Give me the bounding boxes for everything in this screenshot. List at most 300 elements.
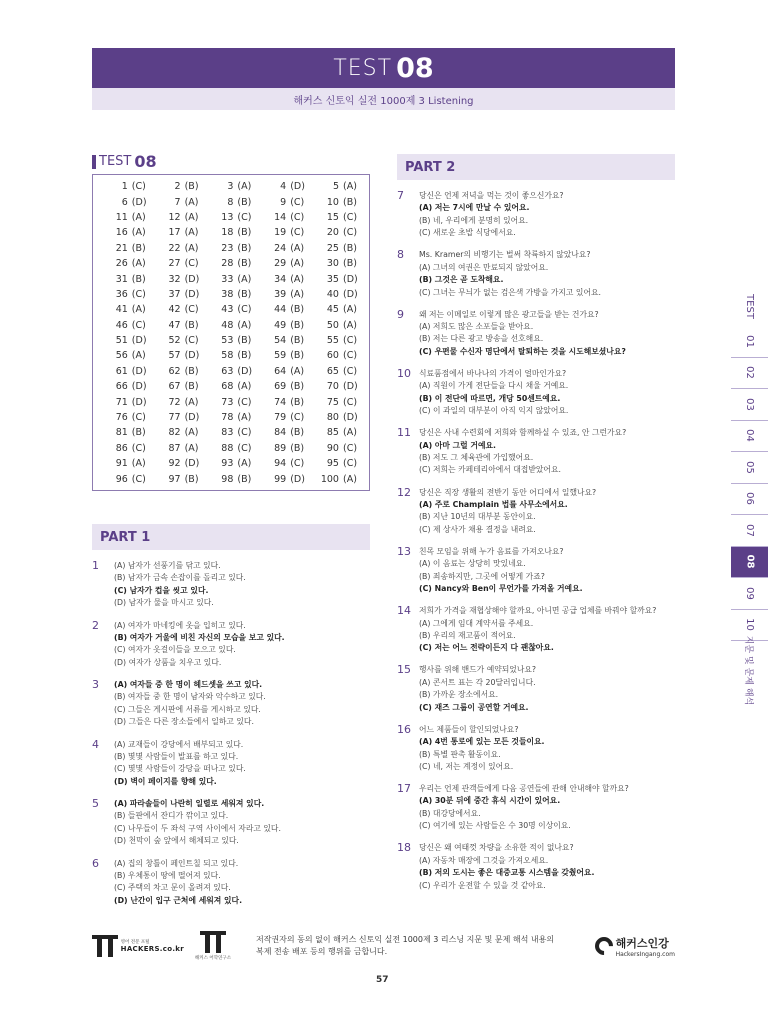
question-number: 9 — [397, 307, 404, 321]
answer-cell — [99, 397, 152, 408]
question-number: 17 — [397, 782, 411, 795]
correct-answer-line: (D) 난간이 입구 근처에 세워져 있다. — [114, 895, 243, 905]
question-number: 8 — [397, 248, 404, 262]
answer-question-number: 63 — [221, 365, 234, 377]
answer-cell — [99, 243, 152, 254]
side-tab-05 — [731, 452, 768, 484]
question-body — [114, 858, 372, 908]
answer-cell — [310, 366, 363, 377]
answer-question-number: 45 — [326, 304, 339, 316]
question-body — [419, 309, 697, 359]
answer-cell — [257, 274, 310, 285]
answer-question-number: 58 — [221, 350, 234, 362]
question-number: 12 — [397, 485, 411, 499]
answer-row — [99, 471, 363, 486]
answer-question-number: 67 — [168, 381, 181, 393]
answer-cell — [257, 289, 310, 300]
answer-question-number: 23 — [221, 242, 234, 254]
answer-choice: (B) — [237, 335, 252, 347]
answer-question-number: 33 — [221, 273, 234, 285]
answer-cell — [152, 474, 205, 485]
question-item — [397, 249, 697, 299]
answer-question-number: 96 — [115, 473, 128, 485]
hackers-institute-name: 해커스 어학연구소 — [194, 956, 232, 961]
answer-question-number: 56 — [115, 350, 128, 362]
question-line: (B) 우체통이 땅에 떨어져 있다. — [114, 870, 221, 880]
question-line: 당신은 언제 저녁을 먹는 것이 좋으신가요? — [419, 191, 564, 200]
answer-key-label — [92, 152, 157, 171]
answer-choice: (B) — [131, 427, 146, 439]
answer-question-number: 25 — [326, 242, 339, 254]
answer-question-number: 73 — [221, 396, 234, 408]
answer-choice: (C) — [290, 211, 305, 223]
answer-cell — [205, 397, 258, 408]
answer-question-number: 84 — [274, 427, 287, 439]
question-line: (B) 남자가 금속 손잡이를 돌리고 있다. — [114, 573, 246, 583]
answer-question-number: 91 — [115, 458, 128, 470]
answer-cell — [152, 181, 205, 192]
answer-question-number: 88 — [221, 442, 234, 454]
question-number: 16 — [397, 722, 411, 736]
answer-question-number: 18 — [221, 227, 234, 239]
answer-choice: (B) — [184, 181, 199, 193]
answer-choice: (D) — [342, 412, 358, 424]
side-tab-label — [731, 286, 768, 326]
question-number: 4 — [92, 737, 99, 751]
question-item — [397, 546, 697, 596]
question-number: 11 — [397, 426, 411, 440]
answer-row — [99, 333, 363, 348]
answer-cell — [310, 335, 363, 346]
correct-answer-line: (B) 저의 도시는 좋은 대중교통 시스템을 갖췄어요. — [419, 868, 595, 878]
answer-cell — [205, 381, 258, 392]
answer-choice: (C) — [342, 442, 358, 454]
part2-header: PART 2 — [397, 154, 675, 180]
answer-question-number: 61 — [115, 365, 128, 377]
answer-choice: (D) — [184, 412, 200, 424]
answer-cell — [205, 427, 258, 438]
answer-cell — [257, 212, 310, 223]
answer-question-number: 27 — [168, 258, 181, 270]
answer-choice: (B) — [290, 304, 305, 316]
question-line: (A) 교재들이 강당에서 배부되고 있다. — [114, 739, 244, 749]
answer-cell — [257, 197, 310, 208]
answer-cell — [152, 381, 205, 392]
answer-cell — [257, 258, 310, 269]
question-line: (B) 가까운 장소에서요. — [419, 690, 499, 700]
question-line: (C) 저희는 카페테리아에서 대접받았어요. — [419, 465, 561, 475]
answer-question-number: 95 — [326, 458, 339, 470]
answer-cell — [152, 443, 205, 454]
answer-cell — [310, 274, 363, 285]
answer-question-number: 4 — [280, 181, 287, 193]
answer-choice: (C) — [342, 396, 358, 408]
answer-cell — [257, 227, 310, 238]
question-number: 7 — [397, 189, 404, 202]
question-item — [397, 309, 697, 359]
question-body — [419, 487, 697, 537]
answer-cell — [152, 197, 205, 208]
answer-choice: (A) — [184, 396, 199, 408]
question-body — [419, 427, 697, 477]
copyright-line-2: 복제 전송 배포 등의 행위를 금합니다. — [256, 947, 388, 956]
answer-question-number: 5 — [332, 181, 339, 193]
answer-choice: (B) — [237, 473, 252, 485]
question-item — [397, 487, 697, 537]
test-index-tabs — [731, 286, 768, 705]
correct-answer-line: (C) 남자가 컵을 씻고 있다. — [114, 585, 209, 595]
answer-row — [99, 194, 363, 209]
answer-row — [99, 348, 363, 363]
question-number: 2 — [92, 618, 99, 632]
answer-cell — [152, 304, 205, 315]
answer-cell — [99, 350, 152, 361]
answer-question-number: 39 — [274, 288, 287, 300]
answer-cell — [310, 381, 363, 392]
answer-question-number: 2 — [174, 181, 181, 193]
answer-choice: (A) — [237, 412, 252, 424]
question-body — [114, 679, 372, 729]
test-title-banner — [92, 48, 675, 88]
answer-question-number: 71 — [115, 396, 128, 408]
question-body — [114, 739, 372, 789]
question-body — [419, 724, 697, 774]
answer-cell — [99, 227, 152, 238]
question-line: (D) 그들은 다른 장소들에서 일하고 있다. — [114, 717, 254, 727]
answer-choice: (A) — [290, 258, 305, 270]
question-item — [397, 427, 697, 477]
answer-question-number: 81 — [115, 427, 128, 439]
question-line: (B) 여자들 중 한 명이 남자와 악수하고 있다. — [114, 692, 266, 702]
answer-question-number: 9 — [280, 196, 287, 208]
question-line: 행사를 위해 밴드가 예약되었나요? — [419, 665, 537, 675]
answer-cell — [205, 289, 258, 300]
correct-answer-line: (B) 이 전단에 따르면, 개당 50센트예요. — [419, 393, 561, 403]
answer-row — [99, 179, 363, 194]
question-line: 저희가 가격을 재협상해야 할까요, 아니면 공급 업체를 바꿔야 할까요? — [419, 606, 657, 616]
answer-question-number: 35 — [326, 273, 339, 285]
answer-cell — [257, 366, 310, 377]
answer-row — [99, 241, 363, 256]
side-tab-text: 08 — [743, 554, 755, 569]
question-line: (C) 제 상사가 채용 결정을 내려요. — [419, 524, 536, 534]
correct-answer-line: (A) 주로 Champlain 법률 사무소에서요. — [419, 499, 568, 509]
answer-cell — [205, 320, 258, 331]
side-tab-07 — [731, 515, 768, 547]
question-line: (C) 여기에 있는 사람들은 수 30명 이상이요. — [419, 821, 571, 831]
answer-choice: (B) — [342, 242, 357, 254]
correct-answer-line: (C) 우편물 수신자 명단에서 탈퇴하는 것을 시도해보셨나요? — [419, 346, 626, 356]
answer-choice: (B) — [290, 396, 305, 408]
question-line: (B) 우리의 재고품이 적어요. — [419, 630, 516, 640]
question-body — [114, 798, 372, 848]
answer-choice: (B) — [290, 335, 305, 347]
answer-choice: (D) — [131, 396, 147, 408]
hackers-ingang-brand: 해커스인강 — [615, 936, 669, 950]
answer-row — [99, 364, 363, 379]
side-tab-text: 01 — [743, 334, 755, 348]
answer-cell — [99, 458, 152, 469]
answer-choice: (B) — [342, 258, 357, 270]
answer-question-number: 20 — [326, 227, 339, 239]
answer-cell — [205, 243, 258, 254]
question-item — [92, 858, 372, 908]
answer-choice: (D) — [131, 381, 147, 393]
answer-question-number: 52 — [168, 335, 181, 347]
answer-choice: (B) — [290, 381, 305, 393]
part1-header: PART 1 — [92, 524, 370, 550]
answer-choice: (A) — [342, 319, 357, 331]
question-line: (B) 특별 판촉 활동이요. — [419, 749, 501, 759]
question-number: 5 — [92, 797, 99, 810]
answer-choice: (D) — [184, 273, 200, 285]
answer-key-table — [92, 174, 370, 491]
answer-question-number: 37 — [168, 288, 181, 300]
answer-cell — [99, 443, 152, 454]
answer-cell — [99, 289, 152, 300]
side-tab-text: 07 — [743, 523, 755, 537]
question-line: (B) 저도 그 체육관에 가입했어요. — [419, 453, 534, 462]
question-body — [114, 560, 372, 610]
answer-question-number: 94 — [274, 458, 287, 470]
side-tab-text: 10 — [743, 618, 755, 632]
answer-cell — [99, 181, 152, 192]
question-item — [397, 783, 697, 833]
answer-cell — [310, 227, 363, 238]
answer-question-number: 100 — [320, 473, 339, 485]
question-line: (C) 네, 저는 계정이 있어요. — [419, 761, 514, 771]
answer-question-number: 16 — [115, 227, 128, 239]
answer-question-number: 97 — [168, 473, 181, 485]
correct-answer-line: (A) 파라솔들이 나란히 일렬로 세워져 있다. — [114, 799, 265, 808]
question-number: 15 — [397, 663, 411, 677]
answer-question-number: 6 — [121, 196, 128, 208]
correct-answer-line: (C) 저는 어느 전략이든지 다 괜찮아요. — [419, 643, 554, 653]
answer-cell — [205, 181, 258, 192]
answer-row — [99, 302, 363, 317]
answer-choice: (D) — [131, 365, 147, 377]
question-line: (C) 그녀는 무늬가 없는 검은색 가방을 가지고 있어요. — [419, 287, 601, 297]
answer-question-number: 31 — [115, 273, 128, 285]
answer-choice: (A) — [290, 273, 305, 285]
answer-row — [99, 287, 363, 302]
answer-question-number: 15 — [326, 211, 339, 223]
answer-cell — [257, 381, 310, 392]
answer-question-number: 66 — [115, 381, 128, 393]
answer-choice: (C) — [237, 427, 252, 439]
test-title-prefix: TEST — [333, 55, 393, 81]
correct-answer-line: (A) 저는 7시에 만날 수 있어요. — [419, 203, 530, 213]
answer-choice: (C) — [131, 181, 146, 193]
answer-choice: (C) — [237, 211, 252, 223]
footer — [92, 924, 675, 968]
answer-cell — [152, 458, 205, 469]
answer-choice: (C) — [237, 442, 252, 454]
answer-question-number: 7 — [174, 196, 181, 208]
answer-question-number: 99 — [274, 473, 287, 485]
answer-row — [99, 210, 363, 225]
side-tab-text: 06 — [743, 492, 755, 506]
question-line: 우리는 언제 관객들에게 다음 공연들에 관해 안내해야 할까요? — [419, 784, 629, 793]
answer-cell — [152, 289, 205, 300]
question-line: (C) 그들은 게시판에 서류를 게시하고 있다. — [114, 704, 261, 714]
answer-choice: (D) — [131, 335, 147, 347]
answer-cell — [257, 304, 310, 315]
answer-cell — [152, 243, 205, 254]
question-body — [419, 546, 697, 596]
answer-choice: (C) — [237, 304, 252, 316]
answer-question-number: 12 — [168, 211, 181, 223]
answer-choice: (A) — [290, 365, 305, 377]
answer-cell — [205, 458, 258, 469]
answer-cell — [152, 350, 205, 361]
answer-cell — [205, 366, 258, 377]
answer-cell — [257, 350, 310, 361]
answer-cell — [99, 212, 152, 223]
answer-choice: (C) — [131, 412, 146, 424]
answer-cell — [205, 474, 258, 485]
label-marker — [92, 155, 96, 169]
question-body — [419, 249, 697, 299]
question-line: 당신은 왜 여태껏 차량을 소유한 적이 없나요? — [419, 843, 574, 853]
answer-choice: (A) — [131, 227, 146, 239]
question-line: (B) 대강당에서요. — [419, 808, 481, 818]
answer-cell — [152, 412, 205, 423]
answer-question-number: 53 — [221, 335, 234, 347]
answer-row — [99, 441, 363, 456]
side-tab-text: 05 — [743, 460, 755, 474]
correct-answer-line: (A) 4번 통로에 있는 모든 것들이요. — [419, 737, 545, 747]
side-tab-04 — [731, 421, 768, 453]
page-number: 57 — [376, 975, 389, 985]
answer-cell — [152, 227, 205, 238]
correct-answer-line: (D) 벽이 페이지를 향해 있다. — [114, 776, 217, 786]
question-line: (A) 직원이 가게 전단들을 다시 채울 거예요. — [419, 381, 569, 391]
answer-choice: (C) — [131, 288, 146, 300]
answer-cell — [152, 320, 205, 331]
hackers-ingang-logo — [595, 935, 675, 958]
answer-choice: (B) — [237, 227, 252, 239]
question-line: Ms. Kramer의 비행기는 벌써 착륙하지 않았나요? — [419, 250, 591, 260]
answer-choice: (A) — [184, 227, 199, 239]
answer-question-number: 85 — [326, 427, 339, 439]
answer-choice: (D) — [131, 196, 147, 208]
answer-choice: (C) — [290, 458, 305, 470]
answer-question-number: 11 — [115, 211, 128, 223]
side-tab-text: 02 — [743, 366, 755, 380]
answer-question-number: 65 — [326, 365, 339, 377]
answer-choice: (A) — [290, 242, 305, 254]
answer-cell — [310, 243, 363, 254]
answer-cell — [99, 320, 152, 331]
question-line: (A) 집의 창틀이 페인트칠 되고 있다. — [114, 858, 239, 868]
question-line: (A) 그에게 임대 계약서를 주세요. — [419, 618, 534, 628]
answer-question-number: 80 — [326, 412, 339, 424]
answer-question-number: 69 — [274, 381, 287, 393]
answer-choice: (B) — [237, 288, 252, 300]
answer-choice: (B) — [342, 196, 357, 208]
answer-cell — [205, 197, 258, 208]
answer-cell — [310, 350, 363, 361]
answer-question-number: 29 — [274, 258, 287, 270]
answer-question-number: 8 — [227, 196, 234, 208]
question-line: (C) 몇몇 사람들이 강당을 떠나고 있다. — [114, 764, 246, 774]
answer-question-number: 76 — [115, 412, 128, 424]
question-number: 10 — [397, 366, 411, 380]
question-item — [397, 724, 697, 774]
answer-cell — [205, 258, 258, 269]
answer-choice: (A) — [342, 181, 357, 193]
question-number: 18 — [397, 841, 411, 855]
answer-cell — [310, 397, 363, 408]
correct-answer-line: (B) 여자가 거울에 비친 자신의 모습을 보고 있다. — [114, 632, 285, 642]
hackers-logo-icon — [92, 935, 118, 957]
answer-choice: (C) — [184, 258, 199, 270]
side-tab-08 — [731, 547, 768, 579]
answer-question-number: 72 — [168, 396, 181, 408]
answer-question-number: 17 — [168, 227, 181, 239]
answer-cell — [99, 274, 152, 285]
answer-cell — [205, 443, 258, 454]
answer-choice: (A) — [131, 211, 146, 223]
answer-question-number: 49 — [274, 319, 287, 331]
answer-cell — [310, 197, 363, 208]
answer-question-number: 87 — [168, 442, 181, 454]
answer-choice: (B) — [237, 242, 252, 254]
question-number: 14 — [397, 604, 411, 618]
answer-cell — [257, 397, 310, 408]
question-item — [397, 605, 697, 655]
side-tab-01 — [731, 326, 768, 358]
answer-choice: (D) — [290, 473, 305, 485]
answer-cell — [99, 258, 152, 269]
answer-key-label-number: 08 — [134, 152, 157, 171]
question-item — [397, 664, 697, 714]
hackers-institute-logo-icon — [200, 931, 226, 953]
answer-question-number: 30 — [326, 258, 339, 270]
answer-choice: (C) — [290, 412, 305, 424]
question-body — [419, 664, 697, 714]
answer-question-number: 41 — [115, 304, 128, 316]
answer-choice: (A) — [342, 427, 357, 439]
answer-choice: (D) — [342, 288, 358, 300]
answer-cell — [205, 350, 258, 361]
side-tab-label-text: TEST — [743, 293, 755, 319]
answer-question-number: 3 — [227, 181, 234, 193]
answer-question-number: 48 — [221, 319, 234, 331]
hackers-ingang-url: HackersIngang.com — [615, 950, 675, 958]
answer-question-number: 92 — [168, 458, 181, 470]
copyright-notice — [256, 934, 586, 958]
correct-answer-line: (C) Nancy와 Ben이 무언가를 가져올 거예요. — [419, 584, 583, 594]
question-line: (B) 몇몇 사람들이 발표를 하고 있다. — [114, 751, 239, 761]
answer-cell — [99, 474, 152, 485]
answer-question-number: 22 — [168, 242, 181, 254]
question-line: (B) 들판에서 잔디가 깎이고 있다. — [114, 811, 229, 821]
question-number: 6 — [92, 856, 99, 870]
answer-question-number: 60 — [326, 350, 339, 362]
answer-question-number: 47 — [168, 319, 181, 331]
question-item — [92, 739, 372, 789]
answer-cell — [310, 443, 363, 454]
answer-question-number: 70 — [326, 381, 339, 393]
answer-choice: (B) — [290, 350, 305, 362]
question-item — [92, 679, 372, 729]
answer-choice: (A) — [237, 381, 252, 393]
answer-cell — [99, 381, 152, 392]
answer-choice: (B) — [184, 319, 199, 331]
answer-cell — [152, 427, 205, 438]
